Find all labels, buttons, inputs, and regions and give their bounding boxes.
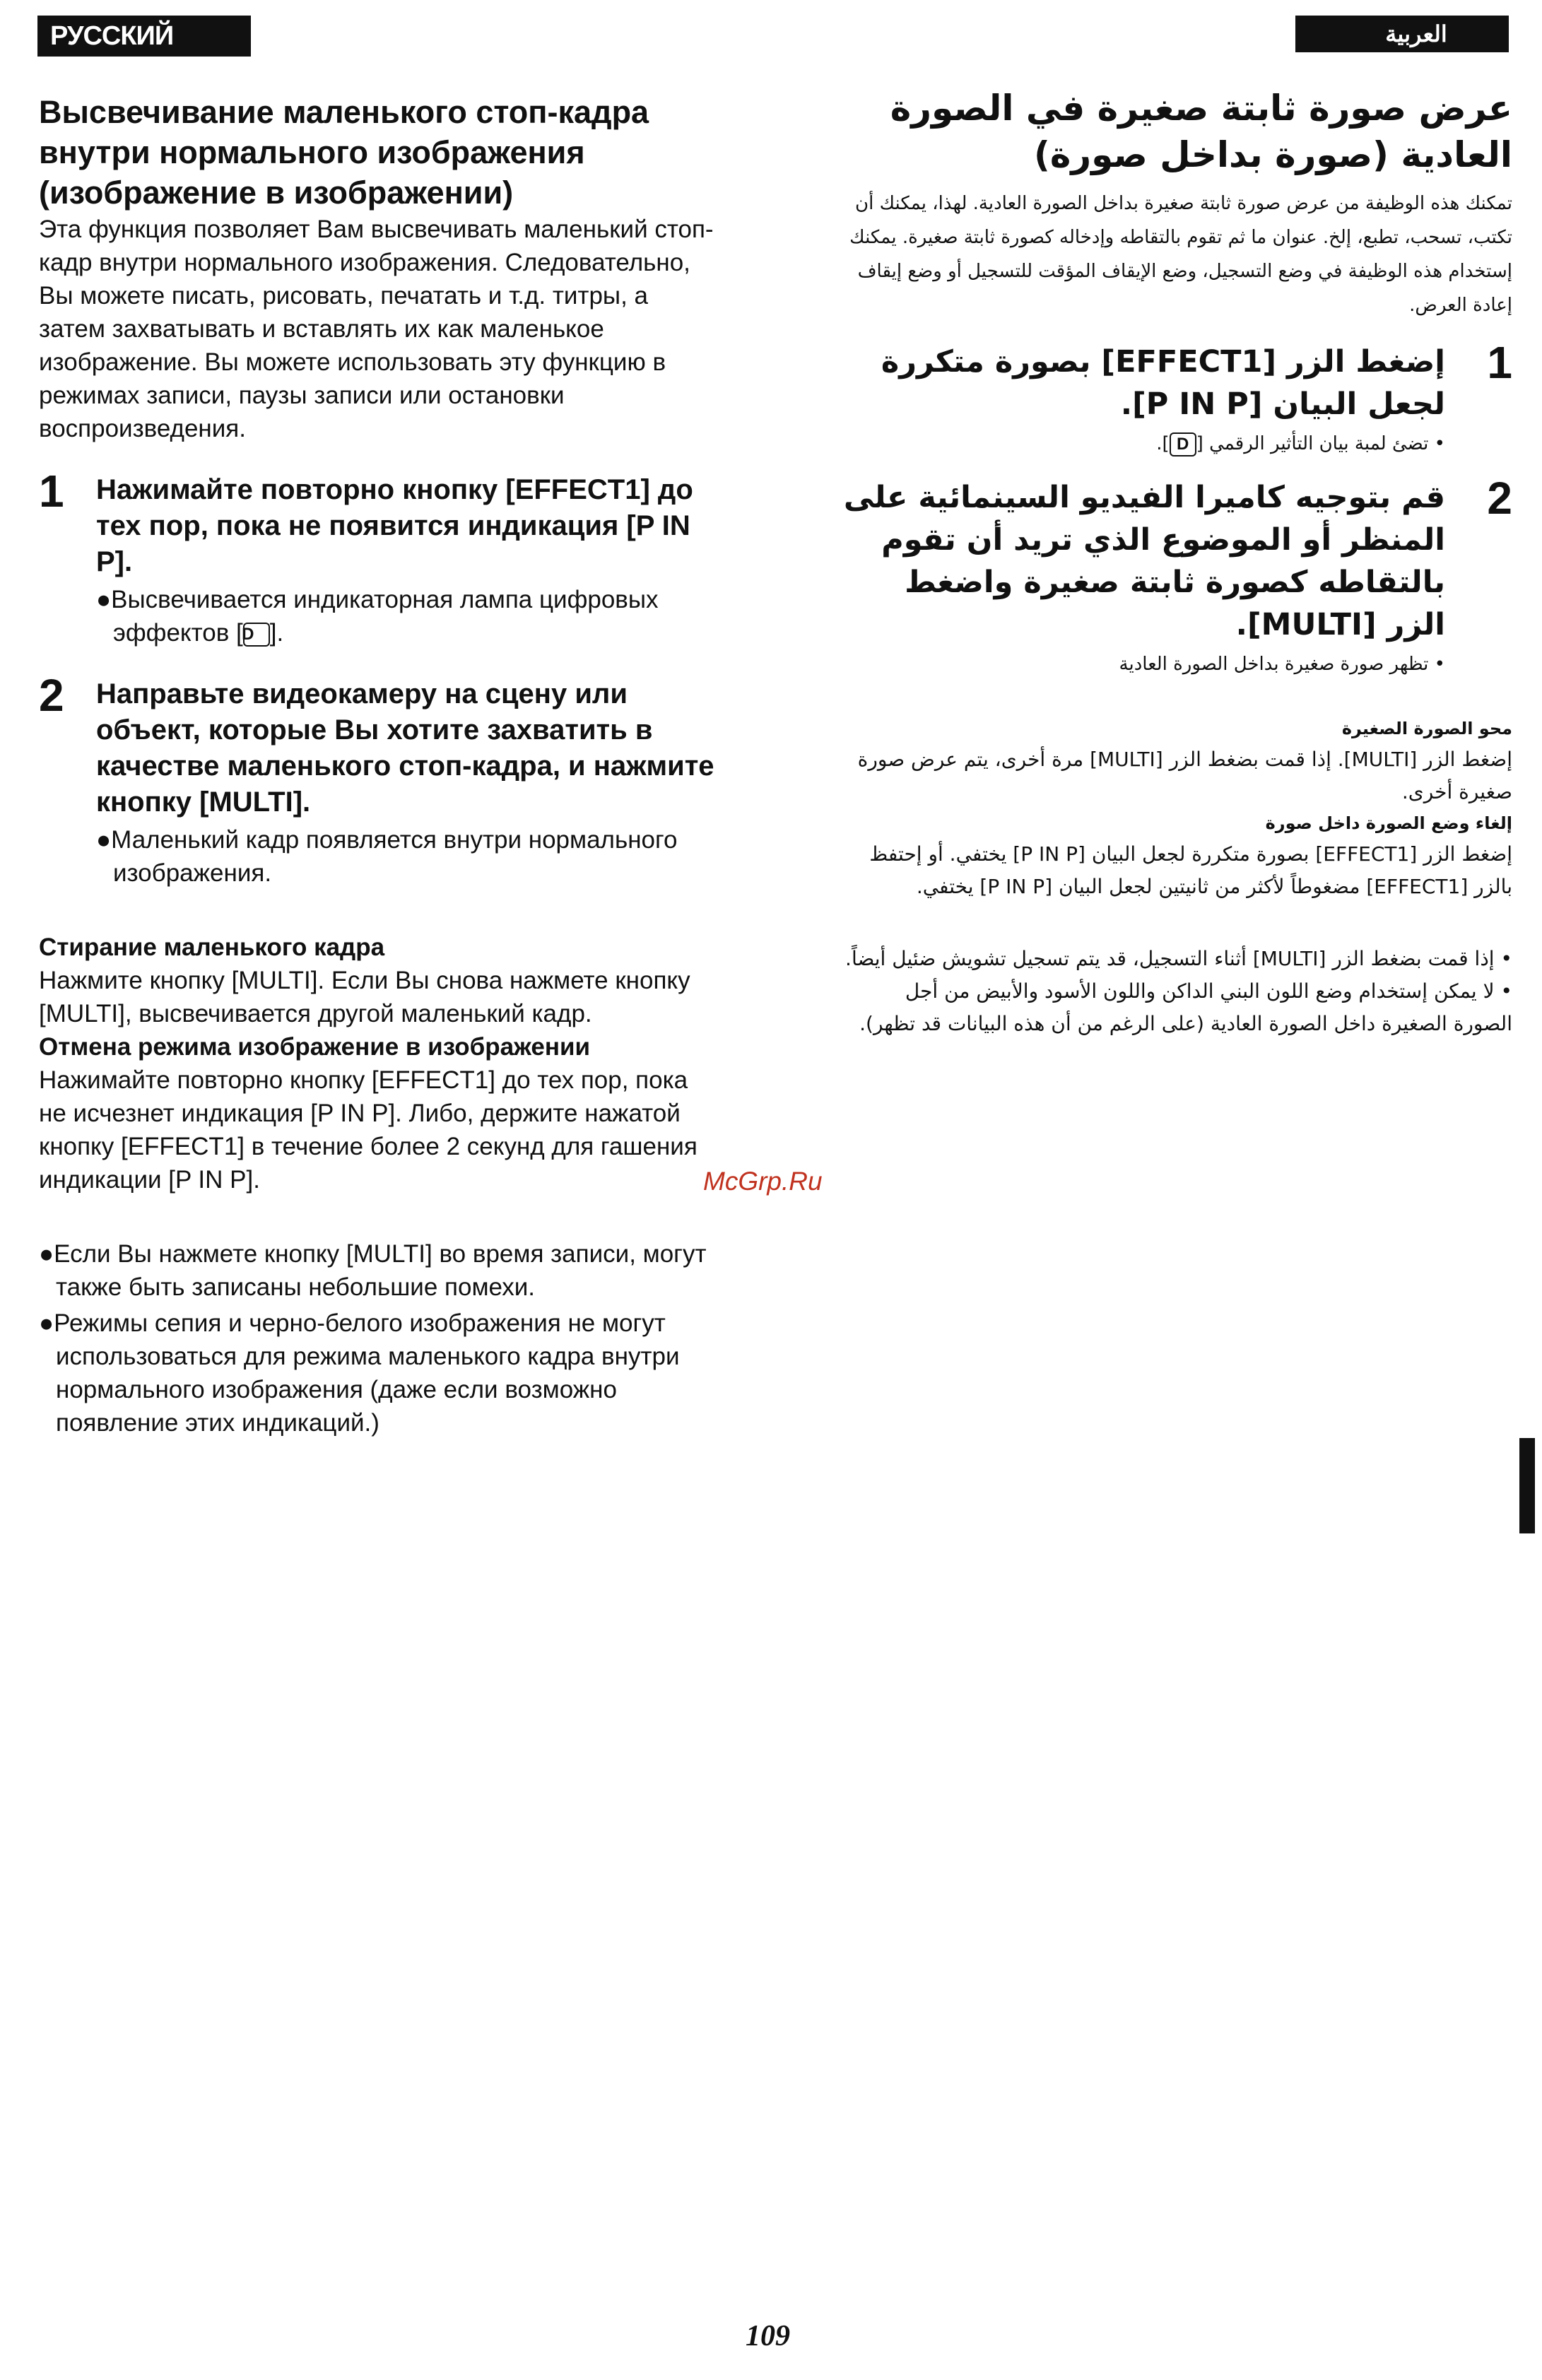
- ru-note: ●Если Вы нажмете кнопку [MULTI] во время записи, могут также быть записаны небольшие помехи.: [39, 1240, 707, 1301]
- ar-step-number: 1: [1487, 337, 1512, 388]
- ar-erase-heading: محو الصورة الصغيرة: [1341, 719, 1512, 738]
- ru-step-bullet: ●Маленький кадр появляется внутри нормального изображения.: [96, 826, 678, 887]
- ar-step-2: [841, 473, 1512, 678]
- ru-erase-text: Нажмите кнопку [MULTI]. Если Вы снова нажмете кнопку [MULTI], высвечивается другой маленький кадр.: [39, 967, 690, 1027]
- ar-section-title: عرض صورة ثابتة صغيرة في الصورة العادية (صورة بداخل صورة): [890, 88, 1512, 175]
- ar-step-heading: قم بتوجيه كاميرا الفيديو السينمائية على المنظر أو الموضوع الذي تريد أن تقوم بالتقاطه كصورة ثابتة صغيرة واضغط الزر [MULTI].: [843, 480, 1445, 642]
- ar-intro: تمكنك هذه الوظيفة من عرض صورة ثابتة صغيرة بداخل الصورة العادية. لهذا، يمكنك أن تكتب، تسحب، تطبع، إلخ. عنوان ما ثم تقوم بالتقاطه وإدخاله كصورة ثابتة صغيرة. يمكنك إستخدام هذه الوظيفة في وضع التسجيل، وضع الإيقاف المؤقت للتسجيل أو وضع إيقاف إعادة العرض.: [849, 193, 1512, 316]
- watermark: McGrp.Ru: [703, 1167, 823, 1196]
- ar-note: • إذا قمت بضغط الزر [MULTI] أثناء التسجيل، قد يتم تسجيل تشويش ضئيل أيضاً.: [845, 947, 1512, 970]
- ar-step-number: 2: [1487, 473, 1512, 524]
- arabic-column: [841, 85, 1512, 1040]
- ru-step-bullet: ●Высвечивается индикаторная лампа цифровых эффектов [D ].: [96, 586, 659, 647]
- ru-step-heading: Нажимайте повторно кнопку [EFFECT1] до тех пор, пока не появится индикация [P IN P].: [96, 474, 693, 577]
- ru-intro: Эта функция позволяет Вам высвечивать маленький стоп-кадр внутри нормального изображения. Следовательно, Вы можете писать, рисовать, печатать и т.д. титры, а затем захватывать и вставлять их как маленькое изображение. Вы можете использовать эту функцию в режимах записи, паузы записи или остановки воспроизведения.: [39, 216, 714, 442]
- ar-erase-text: إضغط الزر [MULTI]. إذا قمت بضغط الزر [MULTI] مرة أخرى، يتم عرض صورة صغيرة أخرى.: [857, 748, 1512, 803]
- ru-erase-heading: Стирание маленького кадра: [39, 933, 385, 961]
- digital-effect-icon: D: [1170, 432, 1196, 456]
- russian-column: [39, 92, 717, 1439]
- digital-effect-icon: D: [243, 623, 270, 647]
- ru-step-2: [39, 670, 717, 890]
- ru-step-heading: Направьте видеокамеру на сцену или объект, которые Вы хотите захватить в качестве маленького стоп-кадра, и нажмите кнопку [MULTI].: [96, 678, 714, 818]
- ru-step-number: 1: [39, 466, 64, 517]
- page-number: 109: [746, 2320, 790, 2352]
- ru-note: ●Режимы сепия и черно-белого изображения не могут использоваться для режима маленького кадра внутри нормального изображения (даже если возможно появление этих индикаций.): [39, 1309, 680, 1437]
- ar-cancel-heading: إلغاء وضع الصورة داخل صورة: [1265, 813, 1512, 833]
- ru-section-title: Высвечивание маленького стоп-кадра внутри нормального изображения (изображение в изображении): [39, 94, 649, 211]
- ru-step-1: [39, 466, 717, 649]
- language-tag-russian: РУССКИЙ ЯЗЫК: [37, 16, 251, 57]
- ar-note: • لا يمكن إستخدام وضع اللون البني الداكن واللون الأسود والأبيض من أجل الصورة الصغيرة داخل الصورة العادية (على الرغم من أن هذه البيانات قد تظهر).: [859, 979, 1512, 1035]
- ar-cancel-text: إضغط الزر [EFFECT1] بصورة متكررة لجعل البيان [P IN P] يختفي. أو إحتفظ بالزر [EFFECT1] مضغوطاً لأكثر من ثانيتين لجعل البيان [P IN P] يختفي.: [869, 842, 1512, 898]
- ru-step-number: 2: [39, 670, 64, 721]
- section-marker-bar: [1519, 1438, 1535, 1533]
- ar-step-bullet: • تظهر صورة صغيرة بداخل الصورة العادية: [1119, 654, 1445, 675]
- language-tag-arabic: العربية: [1295, 16, 1509, 52]
- ru-cancel-heading: Отмена режима изображение в изображении: [39, 1033, 591, 1061]
- ru-cancel-text: Нажимайте повторно кнопку [EFFECT1] до тех пор, пока не исчезнет индикация [P IN P]. Либо, держите нажатой кнопку [EFFECT1] в течение более 2 секунд для гашения индикации [P IN P].: [39, 1066, 698, 1194]
- ar-step-bullet: • تضئ لمبة بيان التأثير الرقمي [D].: [841, 430, 1445, 458]
- ar-step-1: [841, 337, 1512, 458]
- ar-step-heading: إضغط الزر [EFFECT1] بصورة متكررة لجعل البيان [P IN P].: [881, 344, 1445, 422]
